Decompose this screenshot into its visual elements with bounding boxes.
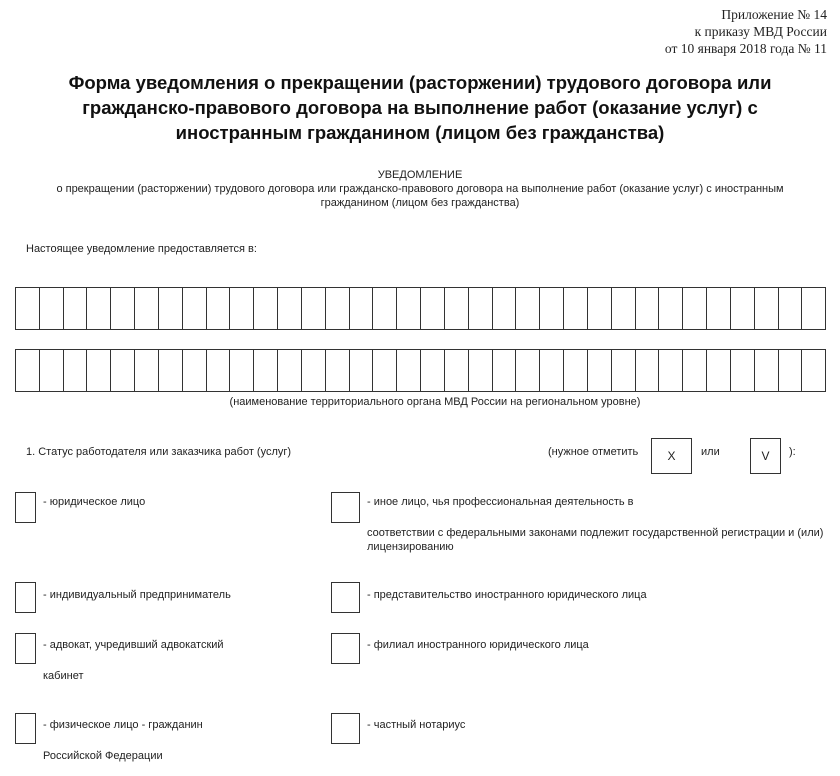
option-other-person: - иное лицо, чья профессиональная деятельность в <box>367 496 634 508</box>
option-branch: - филиал иностранного юридического лица <box>367 639 589 651</box>
char-cell[interactable] <box>278 288 302 329</box>
char-cell[interactable] <box>493 288 517 329</box>
char-cell[interactable] <box>588 288 612 329</box>
char-cell[interactable] <box>469 288 493 329</box>
char-cell[interactable] <box>230 288 254 329</box>
char-cell[interactable] <box>87 288 111 329</box>
option-citizen-cont: Российской Федерации <box>43 750 163 762</box>
char-cell[interactable] <box>302 288 326 329</box>
char-cell[interactable] <box>469 350 493 391</box>
option-entrepreneur: - индивидуальный предприниматель <box>43 589 231 601</box>
char-cell[interactable] <box>350 350 374 391</box>
char-cell[interactable] <box>64 288 88 329</box>
checkbox-representation[interactable] <box>331 582 360 613</box>
present-label: Настоящее уведомление предоставляется в: <box>26 243 257 255</box>
char-cell[interactable] <box>397 350 421 391</box>
char-cell[interactable] <box>540 288 564 329</box>
char-cell[interactable] <box>111 350 135 391</box>
char-cell[interactable] <box>612 288 636 329</box>
mark-hint: (нужное отметить <box>548 446 639 458</box>
status-label: 1. Статус работодателя или заказчика работ (услуг) <box>26 446 292 458</box>
char-cell[interactable] <box>64 350 88 391</box>
char-cell[interactable] <box>326 350 350 391</box>
char-cell[interactable] <box>707 288 731 329</box>
char-cell[interactable] <box>373 350 397 391</box>
checkbox-branch[interactable] <box>331 633 360 664</box>
char-cell[interactable] <box>183 350 207 391</box>
char-cell[interactable] <box>254 288 278 329</box>
appendix-reference <box>665 6 827 57</box>
char-cell[interactable] <box>516 288 540 329</box>
option-lawyer: - адвокат, учредивший адвокатский <box>43 639 224 651</box>
appendix-order: к приказу МВД России <box>694 24 827 39</box>
char-cell[interactable] <box>40 288 64 329</box>
char-cell[interactable] <box>421 350 445 391</box>
checkbox-other-person[interactable] <box>331 492 360 523</box>
char-cell[interactable] <box>207 288 231 329</box>
notice-header <box>10 168 830 210</box>
checkbox-citizen[interactable] <box>15 713 36 744</box>
option-representation: - представительство иностранного юридического лица <box>367 589 647 601</box>
char-cell[interactable] <box>278 350 302 391</box>
char-cell[interactable] <box>40 350 64 391</box>
char-cell[interactable] <box>731 288 755 329</box>
mark-x-sample: X <box>651 438 692 474</box>
mark-or: или <box>701 446 720 458</box>
notice-heading: УВЕДОМЛЕНИЕ <box>377 169 463 181</box>
char-cell[interactable] <box>755 288 779 329</box>
char-cell[interactable] <box>802 288 825 329</box>
char-cell[interactable] <box>540 350 564 391</box>
checkbox-notary[interactable] <box>331 713 360 744</box>
option-lawyer-cont: кабинет <box>43 670 84 682</box>
char-cell[interactable] <box>350 288 374 329</box>
char-cell[interactable] <box>588 350 612 391</box>
checkbox-entrepreneur[interactable] <box>15 582 36 613</box>
char-cell[interactable] <box>421 288 445 329</box>
char-cell[interactable] <box>755 350 779 391</box>
option-citizen: - физическое лицо - гражданин <box>43 719 203 731</box>
char-cell[interactable] <box>445 288 469 329</box>
char-cell[interactable] <box>659 350 683 391</box>
char-cell[interactable] <box>207 350 231 391</box>
char-cell[interactable] <box>16 288 40 329</box>
char-cell[interactable] <box>230 350 254 391</box>
page-title: Форма уведомления о прекращении (расторжении) трудового договора или гражданско-правового договора на выполнение работ (оказание услуг) с иностранным гражданином (лицом без гражданства) <box>68 72 772 143</box>
char-cell[interactable] <box>254 350 278 391</box>
char-cell[interactable] <box>683 288 707 329</box>
authority-name-row-1[interactable] <box>15 287 826 330</box>
checkbox-legal-entity[interactable] <box>15 492 36 523</box>
char-cell[interactable] <box>636 350 660 391</box>
char-cell[interactable] <box>87 350 111 391</box>
char-cell[interactable] <box>802 350 825 391</box>
char-cell[interactable] <box>16 350 40 391</box>
option-notary: - частный нотариус <box>367 719 466 731</box>
char-cell[interactable] <box>779 350 803 391</box>
char-cell[interactable] <box>159 350 183 391</box>
char-cell[interactable] <box>183 288 207 329</box>
mark-end: ): <box>789 446 796 458</box>
mark-v-sample: V <box>750 438 781 474</box>
authority-caption: (наименование территориального органа МВД России на региональном уровне) <box>229 396 641 408</box>
authority-name-row-2[interactable] <box>15 349 826 392</box>
char-cell[interactable] <box>326 288 350 329</box>
char-cell[interactable] <box>135 288 159 329</box>
char-cell[interactable] <box>612 350 636 391</box>
char-cell[interactable] <box>135 350 159 391</box>
char-cell[interactable] <box>397 288 421 329</box>
char-cell[interactable] <box>516 350 540 391</box>
char-cell[interactable] <box>731 350 755 391</box>
char-cell[interactable] <box>493 350 517 391</box>
char-cell[interactable] <box>302 350 326 391</box>
checkbox-lawyer[interactable] <box>15 633 36 664</box>
notice-subheading: о прекращении (расторжении) трудового договора или гражданско-правового договора на выполнение работ (оказание услуг) с иностранным гражданином (лицом без гражданства) <box>56 183 784 209</box>
option-legal-entity: - юридическое лицо <box>43 496 146 508</box>
char-cell[interactable] <box>636 288 660 329</box>
char-cell[interactable] <box>373 288 397 329</box>
char-cell[interactable] <box>445 350 469 391</box>
char-cell[interactable] <box>111 288 135 329</box>
appendix-date: от 10 января 2018 года № 11 <box>664 41 827 56</box>
char-cell[interactable] <box>659 288 683 329</box>
char-cell[interactable] <box>683 350 707 391</box>
char-cell[interactable] <box>707 350 731 391</box>
char-cell[interactable] <box>564 350 588 391</box>
char-cell[interactable] <box>564 288 588 329</box>
char-cell[interactable] <box>779 288 803 329</box>
char-cell[interactable] <box>159 288 183 329</box>
option-other-person-detail: соответствии с федеральными законами подлежит государственной регистрации и (или) лицензированию <box>367 527 824 553</box>
appendix-number: Приложение № 14 <box>721 7 827 22</box>
